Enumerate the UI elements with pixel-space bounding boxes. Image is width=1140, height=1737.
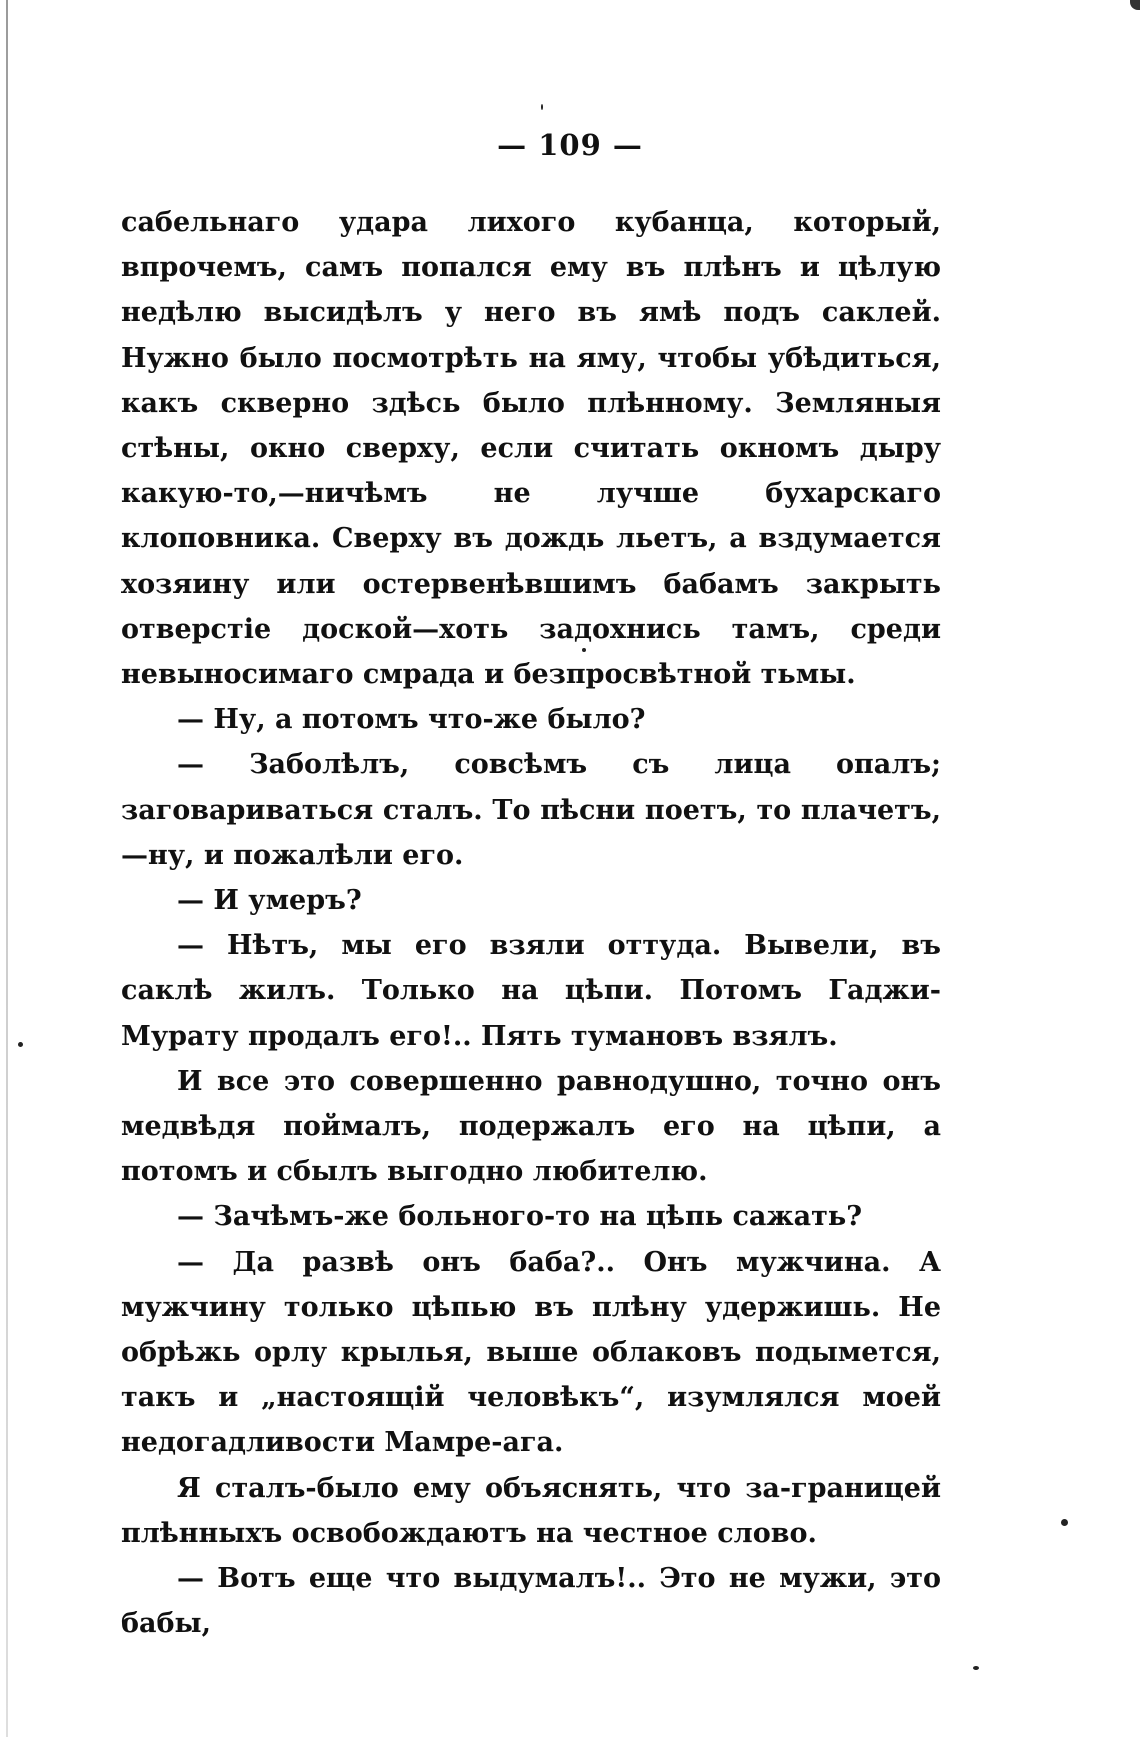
body-text bbox=[121, 200, 941, 1647]
paragraph: сабельнаго удара лихого кубанца, который, впрочемъ, самъ попался ему въ плѣнъ и цѣлую недѣлю высидѣлъ у него въ ямѣ подъ саклей. Нужно было посмотрѣть на яму, чтобы убѣдиться, какъ скверно здѣсь было плѣнному. Земляныя стѣны, окно сверху, если считать окномъ дыру какую-то,—ничѣмъ не лучше бухарскаго клоповника. Сверху въ дождь льетъ, а вздумается хозяину или остервенѣвшимъ бабамъ закрыть отверстіе доской—хоть задохнись тамъ, среди невыносимаго смрада и безпросвѣтной тьмы. bbox=[121, 207, 941, 691]
scan-speck bbox=[973, 1666, 979, 1670]
page-number: — 109 — bbox=[497, 128, 643, 162]
scan-corner-mark bbox=[1130, 0, 1140, 10]
dialogue-line: — Заболѣлъ, совсѣмъ съ лица опалъ; заговариваться сталъ. То пѣсни поетъ, то плачетъ,—ну, и пожалѣли его. bbox=[121, 749, 941, 871]
dialogue-line: — Зачѣмъ-же больного-то на цѣпь сажать? bbox=[177, 1201, 863, 1233]
dialogue-line: — И умеръ? bbox=[177, 885, 362, 917]
paragraph: И все это совершенно равнодушно, точно онъ медвѣдя поймалъ, подержалъ его на цѣпи, а потомъ и сбылъ выгодно любителю. bbox=[121, 1065, 941, 1188]
dialogue-line: — Вотъ еще что выдумалъ!.. Это не мужи, это бабы, bbox=[121, 1563, 941, 1640]
dialogue-line: — Нѣтъ, мы его взяли оттуда. Вывели, въ саклѣ жилъ. Только на цѣпи. Потомъ Гаджи-Мурату продалъ его!.. Пять тумановъ взялъ. bbox=[121, 930, 941, 1052]
paragraph: Я сталъ-было ему объяснять, что за-границей плѣнныхъ освобождаютъ на честное слово. bbox=[121, 1472, 941, 1549]
scan-page-edge bbox=[6, 0, 8, 1737]
dialogue-line: — Да развѣ онъ баба?.. Онъ мужчина. А мужчину только цѣпью въ плѣну удержишь. Не обрѣжь орлу крылья, выше облаковъ подымется, такъ и „настоящій человѣкъ“, изумлялся моей недогадливости Мамре-ага. bbox=[121, 1246, 941, 1459]
scan-speck bbox=[18, 1042, 23, 1047]
dialogue-line: — Ну, а потомъ что-же было? bbox=[177, 704, 646, 736]
scan-speck bbox=[582, 648, 586, 652]
scan-speck bbox=[1061, 1519, 1068, 1526]
scan-speck bbox=[541, 104, 543, 110]
